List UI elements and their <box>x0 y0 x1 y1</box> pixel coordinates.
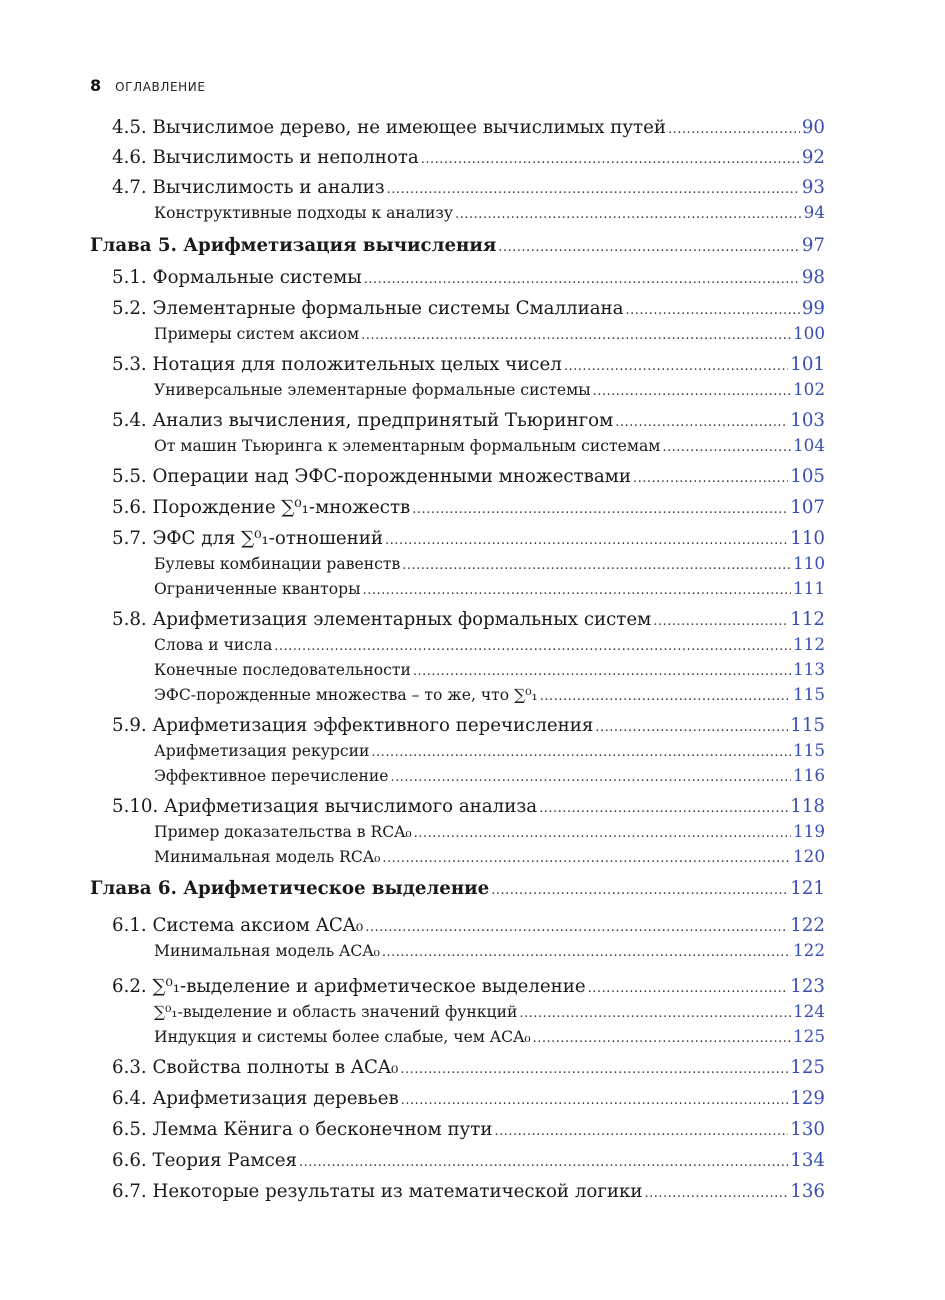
toc-entry-title: 5.2. Элементарные формальные системы Смаллиана <box>112 298 624 319</box>
toc-chapter[interactable] <box>90 878 825 904</box>
toc-section[interactable] <box>90 1119 825 1145</box>
toc-section[interactable] <box>90 147 825 173</box>
toc-subsection[interactable] <box>90 578 825 604</box>
dot-leader <box>533 1031 791 1046</box>
toc-entry-page[interactable]: 134 <box>790 1150 825 1171</box>
toc-subsection[interactable] <box>90 740 825 766</box>
toc-entry-title: 6.1. Система аксиом ACA₀ <box>112 915 364 936</box>
toc-subsection[interactable] <box>90 1001 825 1027</box>
toc-entry-title: Пример доказательства в RCA₀ <box>154 823 412 841</box>
toc-chapter[interactable] <box>90 235 825 261</box>
toc-entry-page[interactable]: 105 <box>790 466 825 487</box>
toc-entry-title: 6.7. Некоторые результаты из математической логики <box>112 1181 643 1202</box>
toc-entry-page[interactable]: 115 <box>792 684 825 704</box>
toc-entry-page[interactable]: 112 <box>792 634 825 654</box>
toc-entry-page[interactable]: 104 <box>792 435 825 455</box>
dot-leader <box>455 207 802 222</box>
toc-subsection[interactable] <box>90 553 825 579</box>
dot-leader <box>387 182 800 197</box>
toc-entry-page[interactable]: 110 <box>790 528 825 549</box>
toc-section[interactable] <box>90 1150 825 1176</box>
toc-entry-title: 6.3. Свойства полноты в ACA₀ <box>112 1057 399 1078</box>
toc-entry-page[interactable]: 94 <box>803 202 825 222</box>
toc-section[interactable] <box>90 1057 825 1083</box>
toc-entry-page[interactable]: 125 <box>790 1057 825 1078</box>
toc-entry-page[interactable]: 107 <box>790 497 825 518</box>
dot-leader <box>662 440 791 455</box>
toc-entry-page[interactable]: 112 <box>790 609 825 630</box>
toc-subsection[interactable] <box>90 765 825 791</box>
toc-section[interactable] <box>90 1181 825 1207</box>
toc-entry-title: Слова и числа <box>154 636 273 654</box>
toc-section[interactable] <box>90 1088 825 1114</box>
toc-section[interactable] <box>90 177 825 203</box>
dot-leader <box>564 359 788 374</box>
toc-entry-title: 4.6. Вычислимость и неполнота <box>112 147 419 168</box>
dot-leader <box>391 770 791 785</box>
toc-entry-page[interactable]: 97 <box>801 235 825 256</box>
running-head: ОГЛАВЛЕНИЕ <box>115 80 206 94</box>
toc-entry-title: 5.10. Арифметизация вычислимого анализа <box>112 796 538 817</box>
toc-entry-title: 6.4. Арифметизация деревьев <box>112 1088 399 1109</box>
toc-subsection[interactable] <box>90 846 825 872</box>
toc-entry-page[interactable]: 110 <box>792 553 825 573</box>
toc-entry-title: 4.7. Вычислимость и анализ <box>112 177 385 198</box>
toc-entry-title: Ограниченные кванторы <box>154 580 361 598</box>
toc-entry-page[interactable]: 115 <box>790 715 825 736</box>
toc-entry-title: 5.3. Нотация для положительных целых чисел <box>112 354 562 375</box>
toc-entry-title: Конструктивные подходы к анализу <box>154 204 454 222</box>
toc-section[interactable] <box>90 609 825 635</box>
toc-entry-page[interactable]: 125 <box>792 1026 825 1046</box>
toc-entry-page[interactable]: 122 <box>792 940 825 960</box>
toc-entry-page[interactable]: 101 <box>790 354 825 375</box>
toc-subsection[interactable] <box>90 435 825 461</box>
toc-entry-title: Минимальная модель RCA₀ <box>154 848 381 866</box>
dot-leader <box>588 981 789 996</box>
toc-section[interactable] <box>90 497 825 523</box>
dot-leader <box>644 1186 788 1201</box>
toc-entry-title: Примеры систем аксиом <box>154 325 360 343</box>
toc-section[interactable] <box>90 410 825 436</box>
toc-subsection[interactable] <box>90 684 825 710</box>
dot-leader <box>412 502 788 517</box>
toc-subsection[interactable] <box>90 821 825 847</box>
dot-leader <box>498 240 800 255</box>
dot-leader <box>364 272 800 287</box>
toc-entry-title: 5.1. Формальные системы <box>112 267 362 288</box>
dot-leader <box>299 1155 788 1170</box>
toc-entry-page[interactable]: 120 <box>792 846 825 866</box>
dot-leader <box>540 689 791 704</box>
toc-entry-title: Минимальная модель ACA₀ <box>154 942 380 960</box>
dot-leader <box>626 303 800 318</box>
toc-entry-page[interactable]: 116 <box>792 765 825 785</box>
toc-entry-page[interactable]: 123 <box>790 976 825 997</box>
toc-entry-title: Арифметизация рекурсии <box>154 742 370 760</box>
toc-section[interactable] <box>90 976 825 1002</box>
toc-subsection[interactable] <box>90 379 825 405</box>
toc-entry-title: 6.6. Теория Рамсея <box>112 1150 298 1171</box>
toc-section[interactable] <box>90 117 825 143</box>
dot-leader <box>491 883 788 898</box>
toc-entry-title: От машин Тьюринга к элементарным формальным системам <box>154 437 661 455</box>
dot-leader <box>615 415 788 430</box>
toc-entry-title: Глава 6. Арифметическое выделение <box>90 878 490 899</box>
dot-leader <box>363 583 791 598</box>
toc-section[interactable] <box>90 466 825 492</box>
toc-entry-page[interactable]: 122 <box>790 915 825 936</box>
toc-entry-title: Булевы комбинации равенств <box>154 555 401 573</box>
toc-entry-title: 5.8. Арифметизация элементарных формальных систем <box>112 609 652 630</box>
dot-leader <box>382 945 791 960</box>
toc-entry-page[interactable]: 124 <box>792 1001 825 1021</box>
toc-entry-page[interactable]: 103 <box>790 410 825 431</box>
toc-entry-page[interactable]: 130 <box>790 1119 825 1140</box>
dot-leader <box>401 1093 789 1108</box>
dot-leader <box>413 664 791 679</box>
toc-entry-title: 6.5. Лемма Кёнига о бесконечном пути <box>112 1119 493 1140</box>
toc-entry-title: 4.5. Вычислимое дерево, не имеющее вычислимых путей <box>112 117 666 138</box>
toc-entry-page[interactable]: 121 <box>790 878 825 899</box>
toc-entry-page[interactable]: 90 <box>801 117 825 138</box>
toc-subsection[interactable] <box>90 323 825 349</box>
toc-subsection[interactable] <box>90 634 825 660</box>
toc-entry-page[interactable]: 93 <box>801 177 825 198</box>
dot-leader <box>633 471 788 486</box>
dot-leader <box>494 1124 788 1139</box>
toc-entry-page[interactable]: 100 <box>792 323 825 343</box>
toc-entry-page[interactable]: 99 <box>801 298 825 319</box>
dot-leader <box>593 384 791 399</box>
dot-leader <box>274 639 791 654</box>
toc-entry-page[interactable]: 98 <box>801 267 825 288</box>
toc-entry-title: 5.9. Арифметизация эффективного перечисления <box>112 715 594 736</box>
toc-section[interactable] <box>90 298 825 324</box>
toc-entry-title: ∑⁰₁-выделение и область значений функций <box>154 1003 518 1021</box>
toc-entry-title: 6.2. ∑⁰₁-выделение и арифметическое выделение <box>112 976 586 997</box>
dot-leader <box>371 745 791 760</box>
toc-section[interactable] <box>90 796 825 822</box>
dot-leader <box>653 614 788 629</box>
toc-section[interactable] <box>90 528 825 554</box>
dot-leader <box>421 152 800 167</box>
dot-leader <box>519 1006 791 1021</box>
dot-leader <box>595 720 788 735</box>
toc-entry-title: 5.7. ЭФС для ∑⁰₁-отношений <box>112 528 384 549</box>
dot-leader <box>668 122 800 137</box>
toc-entry-title: Конечные последовательности <box>154 661 411 679</box>
toc-entry-title: ЭФС-порожденные множества – то же, что ∑⁰₁ <box>154 686 538 704</box>
toc-entry-title: Индукция и системы более слабые, чем ACA₀ <box>154 1028 531 1046</box>
toc-entry-title: 5.4. Анализ вычисления, предпринятый Тьюрингом <box>112 410 614 431</box>
toc-entry-page[interactable]: 92 <box>801 147 825 168</box>
toc-entry-page[interactable]: 129 <box>790 1088 825 1109</box>
page-number: 8 <box>90 76 102 95</box>
toc-entry-title: Универсальные элементарные формальные системы <box>154 381 591 399</box>
toc-subsection[interactable] <box>90 659 825 685</box>
toc-subsection[interactable] <box>90 940 825 966</box>
toc-section[interactable] <box>90 715 825 741</box>
toc-entry-page[interactable]: 118 <box>790 796 825 817</box>
dot-leader <box>385 533 788 548</box>
toc-entry-page[interactable]: 113 <box>792 659 825 679</box>
toc-entry-title: 5.5. Операции над ЭФС-порожденными множествами <box>112 466 631 487</box>
dot-leader <box>539 801 788 816</box>
toc-entry-page[interactable]: 111 <box>792 578 825 598</box>
toc-section[interactable] <box>90 915 825 941</box>
dot-leader <box>402 558 791 573</box>
dot-leader <box>365 920 788 935</box>
toc-section[interactable] <box>90 354 825 380</box>
toc-entry-title: Эффективное перечисление <box>154 767 389 785</box>
toc-entry-title: Глава 5. Арифметизация вычисления <box>90 235 497 256</box>
dot-leader <box>414 826 791 841</box>
toc-subsection[interactable] <box>90 1026 825 1052</box>
dot-leader <box>361 328 791 343</box>
toc-section[interactable] <box>90 267 825 293</box>
dot-leader <box>400 1062 788 1077</box>
dot-leader <box>382 851 791 866</box>
toc-subsection[interactable] <box>90 202 825 228</box>
toc-entry-title: 5.6. Порождение ∑⁰₁-множеств <box>112 497 411 518</box>
toc-entry-page[interactable]: 136 <box>790 1181 825 1202</box>
toc-entry-page[interactable]: 119 <box>792 821 825 841</box>
toc-entry-page[interactable]: 115 <box>792 740 825 760</box>
toc-entry-page[interactable]: 102 <box>792 379 825 399</box>
